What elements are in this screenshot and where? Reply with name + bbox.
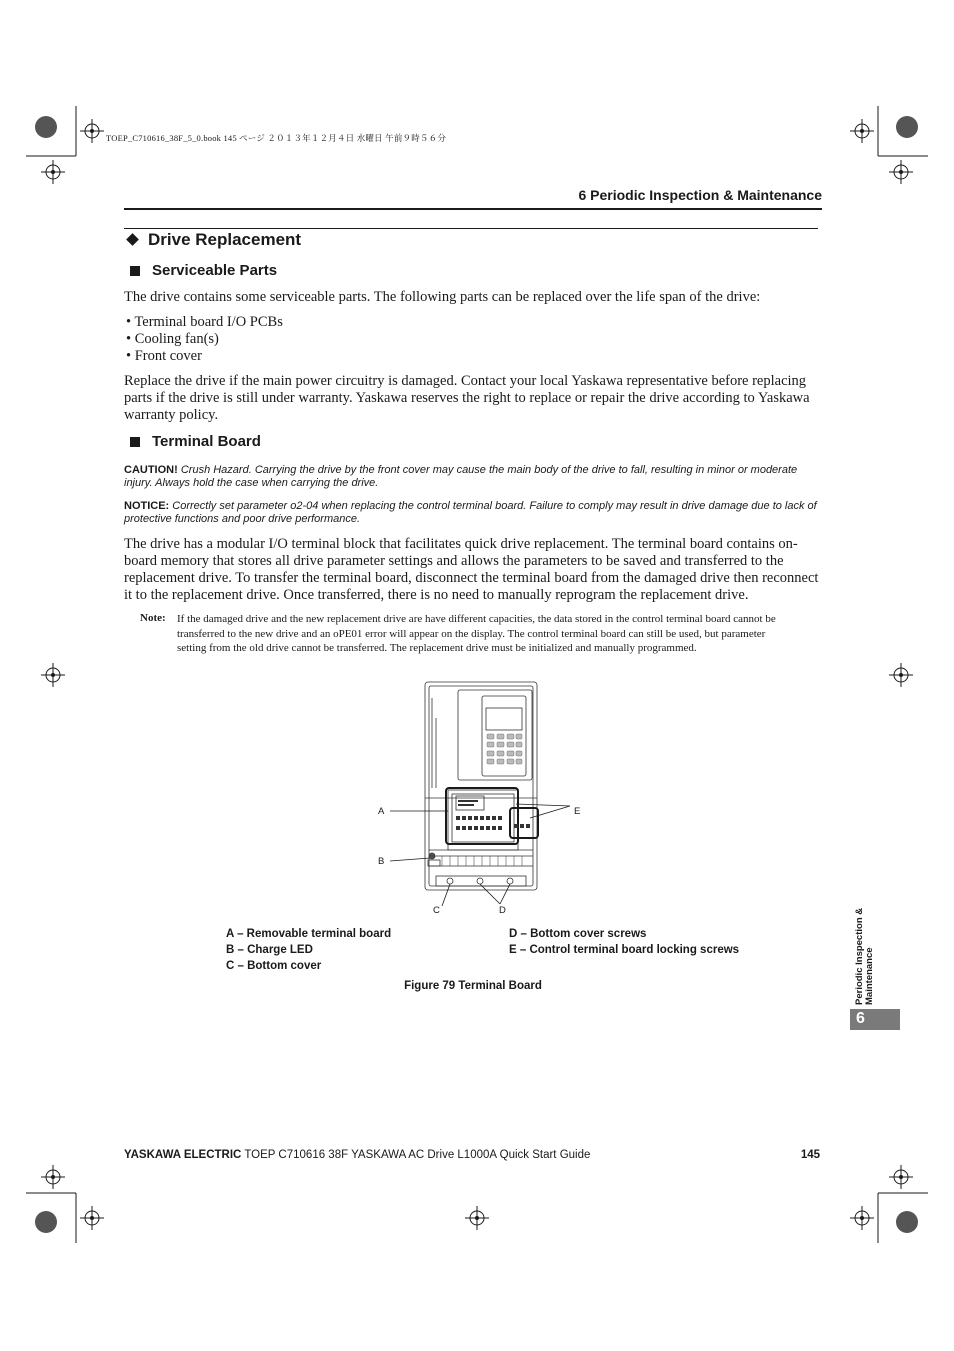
section-header: 6 Periodic Inspection & Maintenance — [578, 187, 822, 203]
drive-replacement-title: Drive Replacement — [148, 230, 302, 249]
callout-c: C — [433, 905, 440, 916]
side-tab-label: Periodic Inspection & Maintenance — [854, 907, 875, 1005]
note-label: Note: — [140, 612, 166, 624]
terminal-board-title: Terminal Board — [152, 433, 261, 450]
figure-caption: Figure 79 Terminal Board — [404, 980, 542, 992]
terminal-board-paragraph: The drive has a modular I/O terminal block that facilitates quick drive replacement. The terminal board contains on-board memory that stores all drive parameter settings and allows the parameters to be saved and transferred to the replacement drive. To transfer the terminal board, disconnect the terminal board from the damaged drive then reconnect it to the replacement drive. Once transferred, there is no need to manually reprogram the replacement drive. — [124, 536, 819, 603]
legend-item-e: E – Control terminal board locking screws — [509, 944, 740, 956]
terminal-board-heading — [126, 433, 261, 450]
note-text: If the damaged drive and the new replacement drive are have different capacities, the data stored in the control terminal board cannot be transferred to the new drive and an oPE01 error will appear on the display. The control terminal board can still be used, but parameter setting from the old drive cannot be transferred. The replacement drive must be initialized and manually programmed. — [177, 613, 776, 654]
square-bullet-icon — [130, 437, 140, 447]
square-bullet-icon — [130, 266, 140, 276]
drive-replacement-heading — [126, 230, 301, 250]
replace-drive-paragraph: Replace the drive if the main power circuitry is damaged. Contact your local Yaskawa representative before replacing parts if the drive is still under warranty. Yaskawa reserves the right to replace or repair the drive according to Yaskawa warranty policy. — [124, 373, 810, 423]
notice-label: NOTICE: — [124, 500, 170, 512]
terminal-board-figure — [370, 678, 590, 918]
chapter-number: 6 — [856, 1010, 865, 1027]
callout-b: B — [378, 856, 385, 867]
legend-item-c: C – Bottom cover — [226, 960, 322, 972]
legend-item-a: A – Removable terminal board — [226, 928, 392, 940]
notice-text: Correctly set parameter o2-04 when replacing the control terminal board. Failure to comply may result in drive damage due to lack of protective functions and poor drive performance. — [124, 500, 817, 525]
footer — [124, 1149, 590, 1161]
caution-text: Crush Hazard. Carrying the drive by the front cover may cause the main body of the drive to fall, resulting in minor or moderate injury. Always hold the case when carrying the drive. — [124, 464, 798, 489]
file-stamp: TOEP_C710616_38F_5_0.book 145 ページ ２０１３年１２月４日 水曜日 午前９時５６分 — [106, 133, 447, 143]
list-item: • Front cover — [126, 348, 202, 364]
list-item: • Cooling fan(s) — [126, 331, 219, 347]
serviceable-parts-list — [126, 314, 283, 365]
caution-label: CAUTION! — [124, 464, 178, 476]
callout-e: E — [574, 806, 581, 817]
legend-item-d: D – Bottom cover screws — [509, 928, 647, 940]
footer-brand: YASKAWA ELECTRIC — [124, 1149, 242, 1161]
serviceable-parts-intro: The drive contains some serviceable parts. The following parts can be replaced over the life span of the drive: — [124, 289, 761, 305]
notice-message — [124, 500, 824, 525]
chapter-tab — [850, 1009, 900, 1030]
diamond-bullet-icon — [126, 233, 139, 246]
header-rule — [124, 208, 822, 210]
caution-message — [124, 464, 824, 489]
section-rule — [124, 228, 818, 229]
callout-a: A — [378, 806, 385, 817]
legend-item-b: B – Charge LED — [226, 944, 313, 956]
footer-doc-title: TOEP C710616 38F YASKAWA AC Drive L1000A Quick Start Guide — [241, 1149, 591, 1161]
serviceable-parts-title: Serviceable Parts — [152, 262, 278, 279]
list-item: • Terminal board I/O PCBs — [126, 314, 283, 330]
callout-d: D — [499, 905, 506, 916]
serviceable-parts-heading — [126, 262, 277, 279]
page-number: 145 — [800, 1149, 820, 1161]
